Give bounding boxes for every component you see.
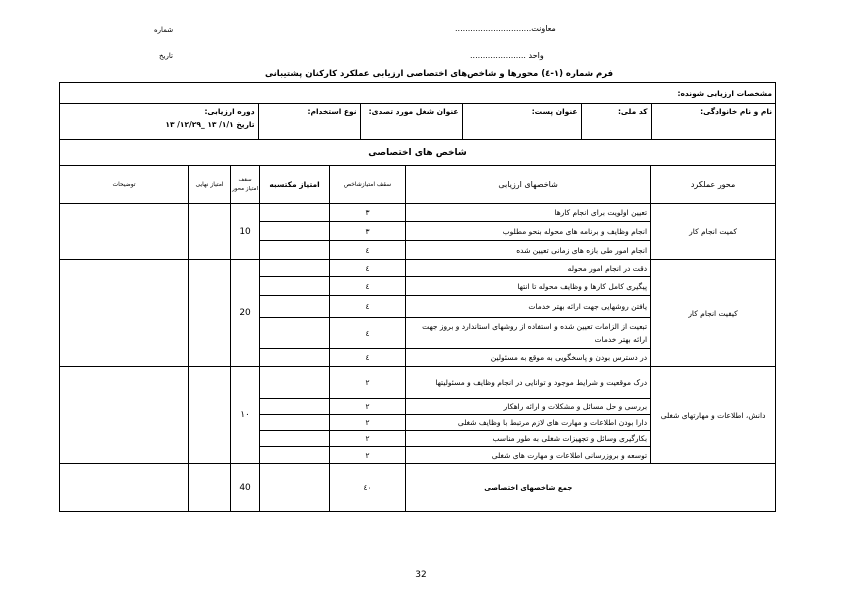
axis-name: دانش، اطلاعات و مهارتهای شغلی	[651, 367, 776, 464]
col-final-header: امتیاز نهایی	[189, 166, 231, 204]
evaluation-form-table	[59, 82, 776, 512]
earned-score-cell[interactable]	[260, 415, 330, 431]
col-indicators-header: شاخصهای ارزیابی	[406, 166, 651, 204]
totals-earned-cell[interactable]	[260, 464, 330, 512]
form-title: فرم شماره (۱-٤) محورها و شاخص‌های اختصاصی ارزیابی عملکرد کارکنان پشتیبانی	[265, 69, 614, 79]
indicator-cap: ٤	[330, 277, 406, 296]
indicator-text: دقت در انجام امور محوله	[406, 260, 651, 277]
earned-score-cell[interactable]	[260, 296, 330, 318]
indicator-cap: ٤	[330, 241, 406, 260]
earned-score-cell[interactable]	[260, 204, 330, 222]
final-score-cell[interactable]	[189, 260, 231, 367]
indicator-text: درک موقعیت و شرایط موجود و توانایی در انجام وظایف و مسئولیتها	[406, 367, 651, 399]
indicator-cap: ۲	[330, 415, 406, 431]
final-score-cell[interactable]	[189, 367, 231, 464]
notes-cell[interactable]	[60, 204, 189, 260]
indicator-text: بررسی و حل مسائل و مشکلات و ارائه راهکار	[406, 399, 651, 415]
earned-score-cell[interactable]	[260, 399, 330, 415]
axis-cap: 10	[231, 204, 260, 260]
indicator-text: بکارگیری وسائل و تجهیزات شغلی به طور مناسب	[406, 431, 651, 447]
indicator-text: انجام امور طی بازه های زمانی تعیین شده	[406, 241, 651, 260]
totals-label: جمع شاخصهای اختصاصی	[406, 464, 651, 512]
employment-type-field: نوع استخدام:	[258, 104, 360, 139]
notes-cell[interactable]	[60, 260, 189, 367]
indicator-cap: ۲	[330, 431, 406, 447]
totals-row	[60, 464, 776, 512]
indicator-text: یافتن روشهایی جهت ارائه بهتر خدمات	[406, 296, 651, 318]
table-row	[60, 367, 776, 399]
indicator-text: پیگیری کامل کارها و وظایف محوله تا انتها	[406, 277, 651, 296]
axis-cap: ۱۰	[231, 367, 260, 464]
col-notes-header: توضیحات	[60, 166, 189, 204]
earned-score-cell[interactable]	[260, 277, 330, 296]
page-number: 32	[415, 570, 427, 580]
axis-name: کمیت انجام کار	[651, 204, 776, 260]
indicator-text: انجام وظایف و برنامه های محوله بنحو مطلوب	[406, 222, 651, 241]
indicator-cap: ٤	[330, 318, 406, 349]
earned-score-cell[interactable]	[260, 349, 330, 367]
earned-score-cell[interactable]	[260, 447, 330, 464]
totals-indicator-cap: ٤٠	[330, 464, 406, 512]
number-label: شماره	[154, 26, 174, 34]
table-row	[60, 204, 776, 222]
indicator-text: دارا بودن اطلاعات و مهارت های لازم مرتبط با وظایف شغلی	[406, 415, 651, 431]
evaluation-period-field	[60, 104, 259, 139]
indicator-cap: ٤	[330, 349, 406, 367]
earned-score-cell[interactable]	[260, 367, 330, 399]
col-indicator-cap-header: سقف امتیازشاخص	[330, 166, 406, 204]
indicator-cap: ٤	[330, 260, 406, 277]
indicator-cap: ۲	[330, 367, 406, 399]
table-row	[60, 260, 776, 277]
specific-indicators-title: شاخص های اختصاصی	[60, 140, 776, 166]
post-title-field: عنوان پست:	[462, 104, 581, 139]
period-label: دوره ارزیابی:	[204, 107, 255, 116]
earned-score-cell[interactable]	[260, 318, 330, 349]
job-title-field: عنوان شغل مورد تصدی:	[360, 104, 462, 139]
totals-axis-cap: 40	[231, 464, 260, 512]
column-header-row	[60, 166, 776, 204]
indicator-cap: ٤	[330, 296, 406, 318]
notes-cell[interactable]	[60, 367, 189, 464]
indicator-text: تعیین اولویت برای انجام کارها	[406, 204, 651, 222]
indicator-text: در دسترس بودن و پاسخگویی به موقع به مسئولین	[406, 349, 651, 367]
col-axis-header: محور عملکرد	[651, 166, 776, 204]
indicator-text: تبعیت از الزامات تعیین شده و استفاده از روشهای استاندارد و بروز جهت ارائه بهتر خدمات	[406, 318, 651, 349]
axis-name: کیفیت انجام کار	[651, 260, 776, 367]
indicator-cap: ۲	[330, 399, 406, 415]
totals-final-cell[interactable]	[189, 464, 231, 512]
evaluatee-info-row	[60, 104, 776, 140]
national-code-field: کد ملی:	[581, 104, 651, 139]
axis-cap: 20	[231, 260, 260, 367]
unit-field: واحد ......................	[470, 51, 544, 60]
indicator-cap: ۳	[330, 204, 406, 222]
indicator-cap: ۲	[330, 447, 406, 464]
deputy-field: معاونت..............................	[455, 24, 556, 33]
date-label: تاریخ	[159, 52, 173, 60]
indicator-text: توسعه و بروزرسانی اطلاعات و مهارت های شغلی	[406, 447, 651, 464]
totals-notes-cell[interactable]	[60, 464, 189, 512]
period-dates: تاریخ ۱/۱/ ۱۳ _۱۲/۲۹/ ۱۳	[165, 120, 255, 129]
col-earned-header: امتیاز مکتسبه	[260, 166, 330, 204]
indicator-cap: ۳	[330, 222, 406, 241]
totals-axis-empty	[651, 464, 776, 512]
earned-score-cell[interactable]	[260, 241, 330, 260]
earned-score-cell[interactable]	[260, 222, 330, 241]
evaluatee-section-title: مشخصات ارزیابی شونده:	[60, 83, 776, 104]
full-name-field: نام و نام خانوادگی:	[651, 104, 775, 139]
earned-score-cell[interactable]	[260, 260, 330, 277]
earned-score-cell[interactable]	[260, 431, 330, 447]
final-score-cell[interactable]	[189, 204, 231, 260]
col-axis-cap-header: سقف امتیاز محور	[231, 166, 260, 204]
